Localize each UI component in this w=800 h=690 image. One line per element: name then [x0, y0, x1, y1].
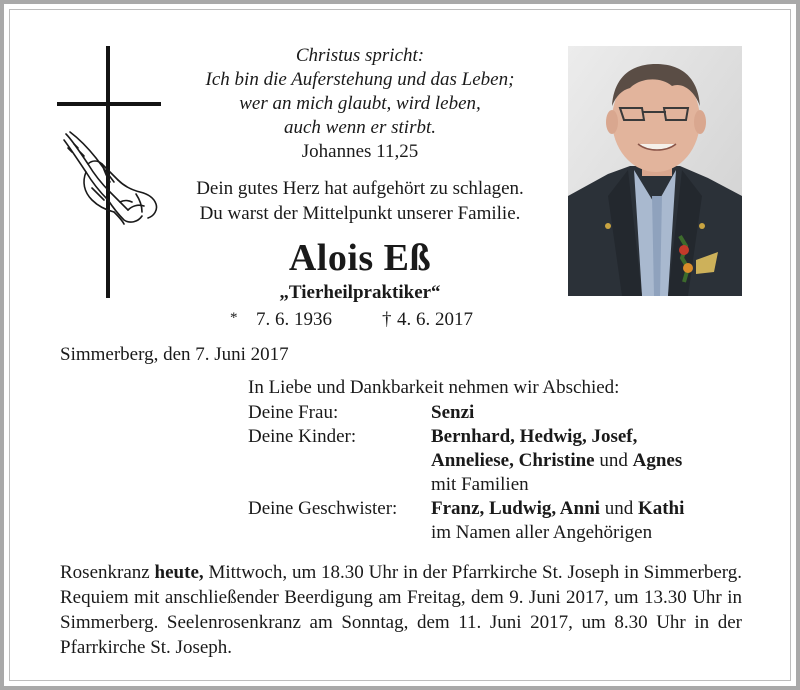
mourner-label: Deine Geschwister:: [248, 498, 398, 519]
dedication: [160, 176, 560, 226]
verse-line: auch wenn er stirbt.: [284, 117, 436, 138]
deceased-name: Alois Eß: [288, 237, 432, 279]
mourner-name: Agnes: [632, 450, 683, 471]
cross-icon-bar: [57, 102, 161, 106]
portrait-photo: [568, 46, 742, 296]
mourners-list: [248, 401, 684, 545]
dedication-line: Du warst der Mittelpunkt unserer Familie.: [199, 203, 521, 224]
dedication-line: Dein gutes Herz hat aufgehört zu schlagen.: [196, 178, 524, 199]
mourner-row-siblings: [248, 497, 684, 545]
mourner-name: Franz, Ludwig, Anni: [431, 498, 600, 519]
mourner-note: mit Familien: [431, 474, 529, 495]
notice-emphasis: heute,: [154, 562, 204, 583]
death-date: 4. 6. 2017: [397, 309, 473, 330]
notice-text: Rosenkranz: [60, 562, 155, 583]
birth-date: 7. 6. 1936: [256, 309, 332, 330]
death-cross-icon: †: [382, 309, 392, 330]
place-and-date: Simmerberg, den 7. Juni 2017: [60, 344, 289, 365]
mourner-name: Anneliese, Christine: [431, 450, 595, 471]
mourners-intro: In Liebe und Dankbarkeit nehmen wir Abschied:: [248, 377, 620, 398]
bible-verse: [170, 44, 550, 140]
service-notice: [60, 560, 742, 660]
mourner-label: Deine Kinder:: [248, 426, 357, 447]
mourner-note: im Namen aller Angehörigen: [431, 522, 653, 543]
mourner-row-wife: [248, 401, 684, 425]
birth-star-icon: *: [230, 310, 238, 326]
praying-hands-icon: [62, 130, 160, 225]
mourner-name: Kathi: [637, 498, 685, 519]
verse-line: wer an mich glaubt, wird leben,: [239, 93, 481, 114]
deceased-occupation: „Tierheilpraktiker“: [279, 282, 441, 303]
verse-reference: Johannes 11,25: [301, 141, 419, 162]
mourner-name: Bernhard, Hedwig, Josef,: [431, 426, 638, 447]
mourner-label: Deine Frau:: [248, 402, 339, 423]
conjunction: und: [594, 450, 633, 471]
mourner-row-children: [248, 425, 684, 497]
conjunction: und: [599, 498, 638, 519]
verse-line: Christus spricht:: [295, 45, 425, 66]
notice-text: Mittwoch, um 18.30 Uhr in der Pfarrkirche St. Joseph in Simmerberg. Requiem mit anschließender Beerdigung am Freitag, dem 9. Juni 2017, um 13.30 Uhr in Simmerberg. Seelenrosenkranz am Sonntag, dem 11. Juni 2017, um 8.30 Uhr in der Pfarrkirche St. Joseph.: [60, 562, 742, 658]
verse-line: Ich bin die Auferstehung und das Leben;: [205, 69, 515, 90]
mourner-name: Senzi: [431, 402, 475, 423]
